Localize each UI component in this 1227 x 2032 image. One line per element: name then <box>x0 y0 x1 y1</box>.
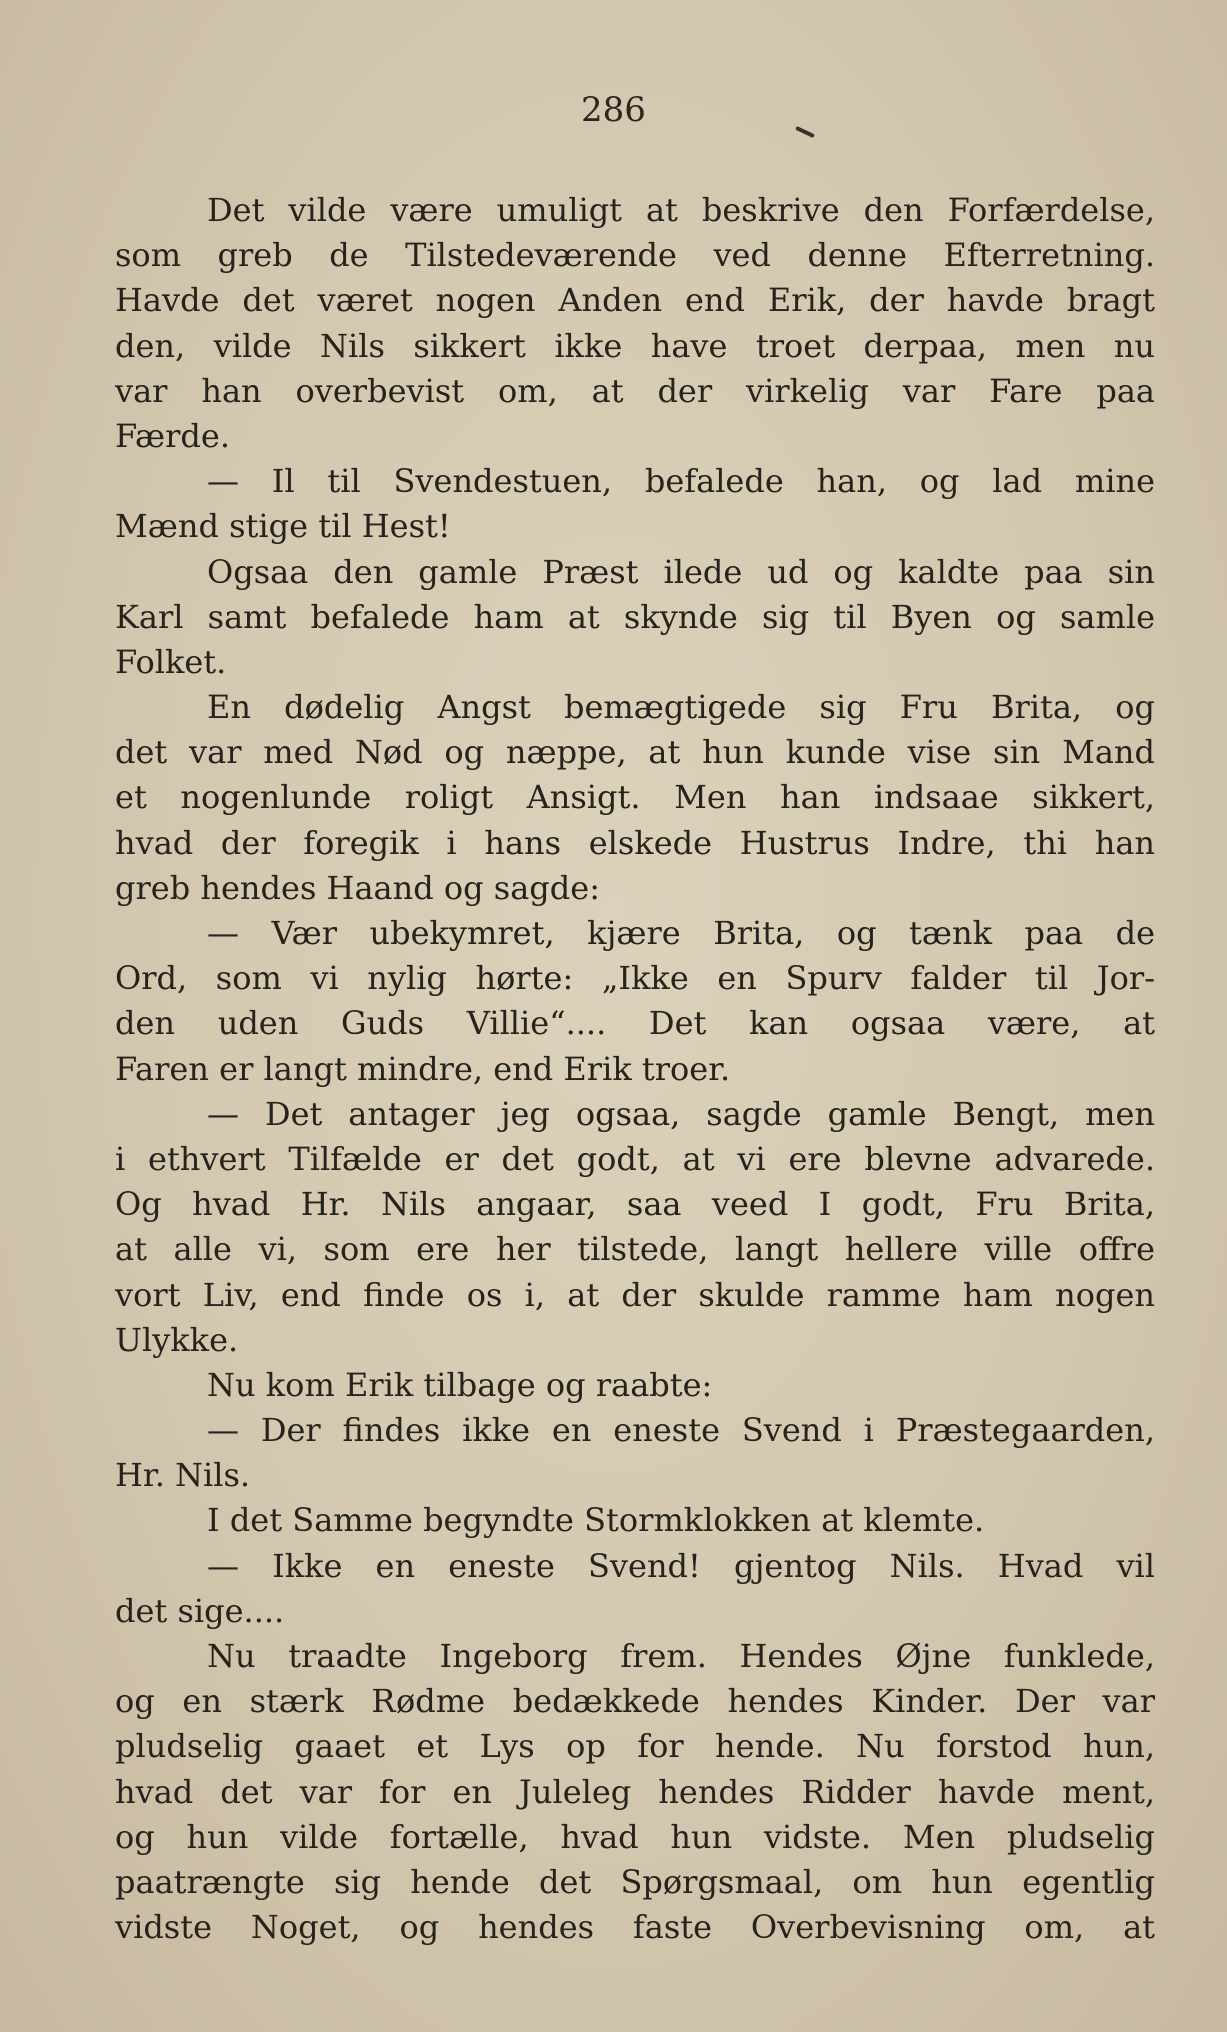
text-line: det var med Nød og næppe, at hun kunde vise sin Mand <box>115 733 1155 772</box>
text-line: i ethvert Tilfælde er det godt, at vi ere blevne advarede. <box>115 1139 1155 1178</box>
text-line: Ord, som vi nylig hørte: „Ikke en Spurv falder til Jor- <box>115 959 1155 998</box>
text-line: — Ikke en eneste Svend! gjentog Nils. Hvad vil <box>207 1546 1155 1585</box>
text-line: Karl samt befalede ham at skynde sig til Byen og samle <box>115 597 1155 636</box>
text-line: det sige.... <box>115 1591 285 1630</box>
text-line: Og hvad Hr. Nils angaar, saa veed I godt, Fru Brita, <box>115 1185 1155 1224</box>
text-line: hvad der foregik i hans elskede Hustrus Indre, thi han <box>115 823 1155 862</box>
text-line: pludselig gaaet et Lys op for hende. Nu forstod hun, <box>115 1727 1155 1766</box>
text-line: og en stærk Rødme bedækkede hendes Kinder. Der var <box>115 1682 1155 1721</box>
text-line: Ogsaa den gamle Præst ilede ud og kaldte paa sin <box>207 552 1155 591</box>
text-line: at alle vi, som ere her tilstede, langt hellere ville offre <box>115 1230 1155 1269</box>
text-line: — Der findes ikke en eneste Svend i Præstegaarden, <box>207 1411 1155 1450</box>
text-line: Havde det været nogen Anden end Erik, der havde bragt <box>115 281 1155 320</box>
text-line: den uden Guds Villie“.... Det kan ogsaa være, at <box>115 1004 1155 1043</box>
text-line: — Il til Svendestuen, befalede han, og lad mine <box>207 462 1155 501</box>
text-line: Ulykke. <box>115 1320 239 1359</box>
text-line: I det Samme begyndte Stormklokken at klemte. <box>207 1501 985 1540</box>
text-line: En dødelig Angst bemægtigede sig Fru Brita, og <box>207 688 1155 727</box>
text-line: Folket. <box>115 642 227 681</box>
body-text <box>115 188 1155 1950</box>
text-line: var han overbevist om, at der virkelig var Fare paa <box>115 371 1155 410</box>
text-line: hvad det var for en Juleleg hendes Ridder havde ment, <box>115 1772 1155 1811</box>
text-line: og hun vilde fortælle, hvad hun vidste. Men pludselig <box>115 1817 1155 1856</box>
text-line: Nu traadte Ingeborg frem. Hendes Øjne funklede, <box>207 1637 1155 1675</box>
text-line: — Vær ubekymret, kjære Brita, og tænk paa de <box>207 914 1155 952</box>
text-line: som greb de Tilstedeværende ved denne Efterretning. <box>115 236 1155 275</box>
page-number: 286 <box>581 90 646 130</box>
text-line: den, vilde Nils sikkert ikke have troet derpaa, men nu <box>115 326 1155 365</box>
text-line: et nogenlunde roligt Ansigt. Men han indsaae sikkert, <box>115 778 1155 817</box>
text-line: vidste Noget, og hendes faste Overbevisning om, at <box>115 1908 1155 1947</box>
text-line: Nu kom Erik tilbage og raabte: <box>207 1365 713 1404</box>
text-line: Det vilde være umuligt at beskrive den Forfærdelse, <box>207 191 1155 229</box>
text-line: Færde. <box>115 416 230 455</box>
text-line: greb hendes Haand og sagde: <box>115 868 600 907</box>
text-line: Mænd stige til Hest! <box>115 507 451 546</box>
text-line: vort Liv, end finde os i, at der skulde ramme ham nogen <box>115 1275 1155 1314</box>
text-line: — Det antager jeg ogsaa, sagde gamle Bengt, men <box>207 1094 1155 1133</box>
text-line: paatrængte sig hende det Spørgsmaal, om hun egentlig <box>115 1862 1155 1901</box>
text-line: Faren er langt mindre, end Erik troer. <box>115 1049 731 1088</box>
text-line: Hr. Nils. <box>115 1456 251 1495</box>
